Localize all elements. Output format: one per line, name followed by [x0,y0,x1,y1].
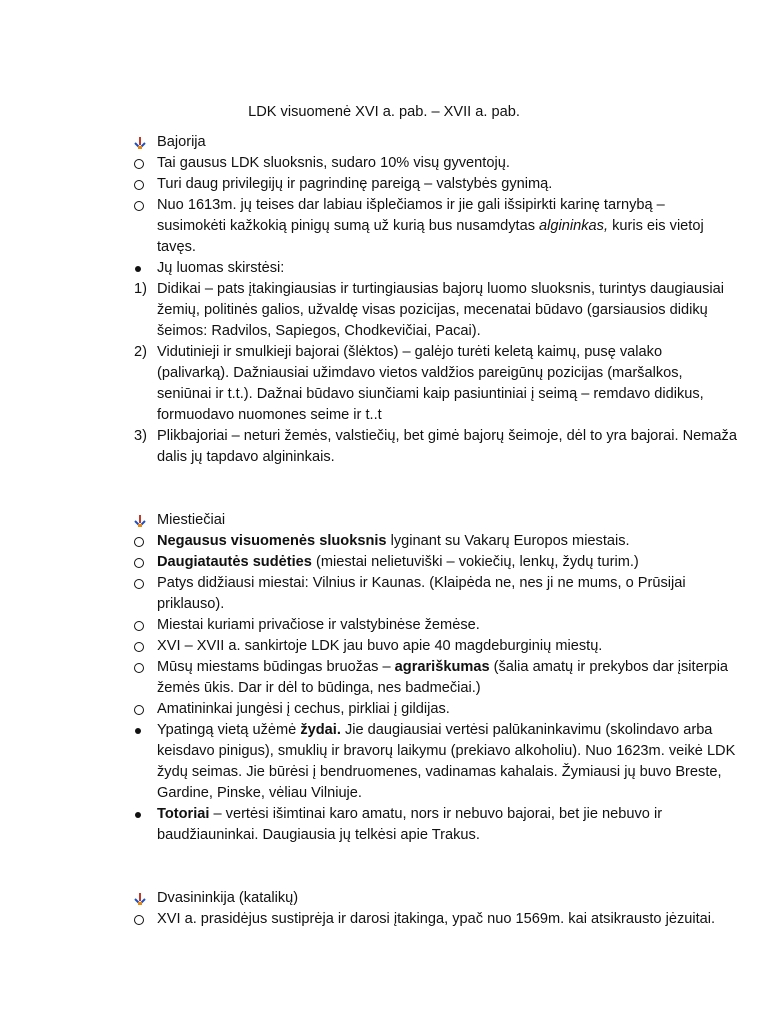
numbered-item: 1) Didikai – pats įtakingiausias ir turtingiausias bajorų luomo sluoksnis, turintys daugiausiai žemių, politinės galios, užvaldę visas pozicijas, mecenatai būdavo (garsiausios didikų šeimos: Radvilos, Sapiegos, Chodkevičiai, Pacai). [134,281,725,339]
section-heading-row [0,888,768,909]
list-item: Turi daug privilegijų ir pagrindinę pareigą – valstybės gynimą. [0,174,768,195]
list-item: XVI a. prasidėjus sustiprėja ir darosi įtakinga, ypač nuo 1569m. kai atsikrausto jėzuitai. [0,909,768,930]
circle-bullet-icon [134,573,152,596]
circle-bullet-icon [134,909,152,932]
dot-bullet-icon [134,258,152,279]
list-item: Patys didžiausi miestai: Vilnius ir Kaunas. (Klaipėda ne, nes ji ne mums, o Prūsijai priklauso). [0,573,768,615]
list-item: Tai gausus LDK sluoksnis, sudaro 10% visų gyventojų. [0,153,768,174]
section-bajorija [0,132,768,468]
section-heading: Miestiečiai [157,512,226,528]
circle-bullet-icon [134,636,152,659]
list-item: Nuo 1613m. jų teises dar labiau išplečiamos ir jie gali išsipirkti karinę tarnybą – susimokėti kažkokią pinigų sumą už kurią bus nusamdytas algininkas, kuris eis vietoj tavęs. [0,195,768,258]
section-heading-row [0,132,768,153]
circle-bullet-icon [134,699,152,722]
numbered-item: 3) Plikbajoriai – neturi žemės, valstiečių, bet gimė bajorų šeimoje, dėl to yra bajorai. Nemaža dalis jų tapdavo algininkais. [134,428,737,465]
list-item: XVI – XVII a. sankirtoje LDK jau buvo apie 40 magdeburginių miestų. [0,636,768,657]
list-item: Jų luomas skirstėsi: [0,258,768,279]
circle-bullet-icon [134,657,152,680]
list-item: Totoriai – vertėsi išimtinai karo amatu, nors ir nebuvo bajorai, bet jie nebuvo ir baudžiauninkai. Daugiausia jų telkėsi apie Trakus. [0,804,768,846]
section-heading: Dvasininkija (katalikų) [157,890,299,906]
section-heading: Bajorija [157,134,206,150]
dot-bullet-icon [134,804,152,825]
list-item: Daugiatautės sudėties (miestai nelietuviški – vokiečių, lenkų, žydų turim.) [0,552,768,573]
list-item: Amatininkai jungėsi į cechus, pirkliai į gildijas. [0,699,768,720]
list-item: Ypatingą vietą užėmė žydai. Jie daugiausiai vertėsi palūkaninkavimu (skolindavo arba keisdavo pinigus), smuklių ir bravorų laikymu (prekiavo alkoholiu). Nuo 1623m. veikė LDK žydų seimas. Jie būrėsi į bendruomenes, vadinamas kahalais. Žymiausi jų buvo Breste, Gardine, Pinske, vėliau Vilniuje. [0,720,768,804]
circle-bullet-icon [134,552,152,575]
circle-bullet-icon [134,615,152,638]
list-item: Negausus visuomenės sluoksnis lyginant su Vakarų Europos miestais. [0,531,768,552]
circle-bullet-icon [134,195,152,218]
section-heading-row [0,510,768,531]
section-dvasininkija [0,888,768,930]
section-miestieciai [0,510,768,846]
list-item: Miestai kuriami privačiose ir valstybinėse žemėse. [0,615,768,636]
page-title: LDK visuomenė XVI a. pab. – XVII a. pab. [248,104,520,120]
dot-bullet-icon [134,720,152,741]
circle-bullet-icon [134,153,152,176]
circle-bullet-icon [134,174,152,197]
list-item: Mūsų miestams būdingas bruožas – agrariškumas (šalia amatų ir prekybos dar įsiterpia žemės ūkis. Dar ir dėl to būdinga, nes badmečiai.) [0,657,768,699]
circle-bullet-icon [134,531,152,554]
numbered-item: 2) Vidutinieji ir smulkieji bajorai (šlėktos) – galėjo turėti keletą kaimų, pusę valako (palivarką). Dažniausiai užimdavo vietos valdžios pareigūnų pozicijas (maršalkos, seniūnai ir t.t.). Dažnai būdavo siunčiami kaip pasiuntiniai į seimą – remdavo didikus, formuodavo nuomones seime ir t..t [134,344,704,423]
